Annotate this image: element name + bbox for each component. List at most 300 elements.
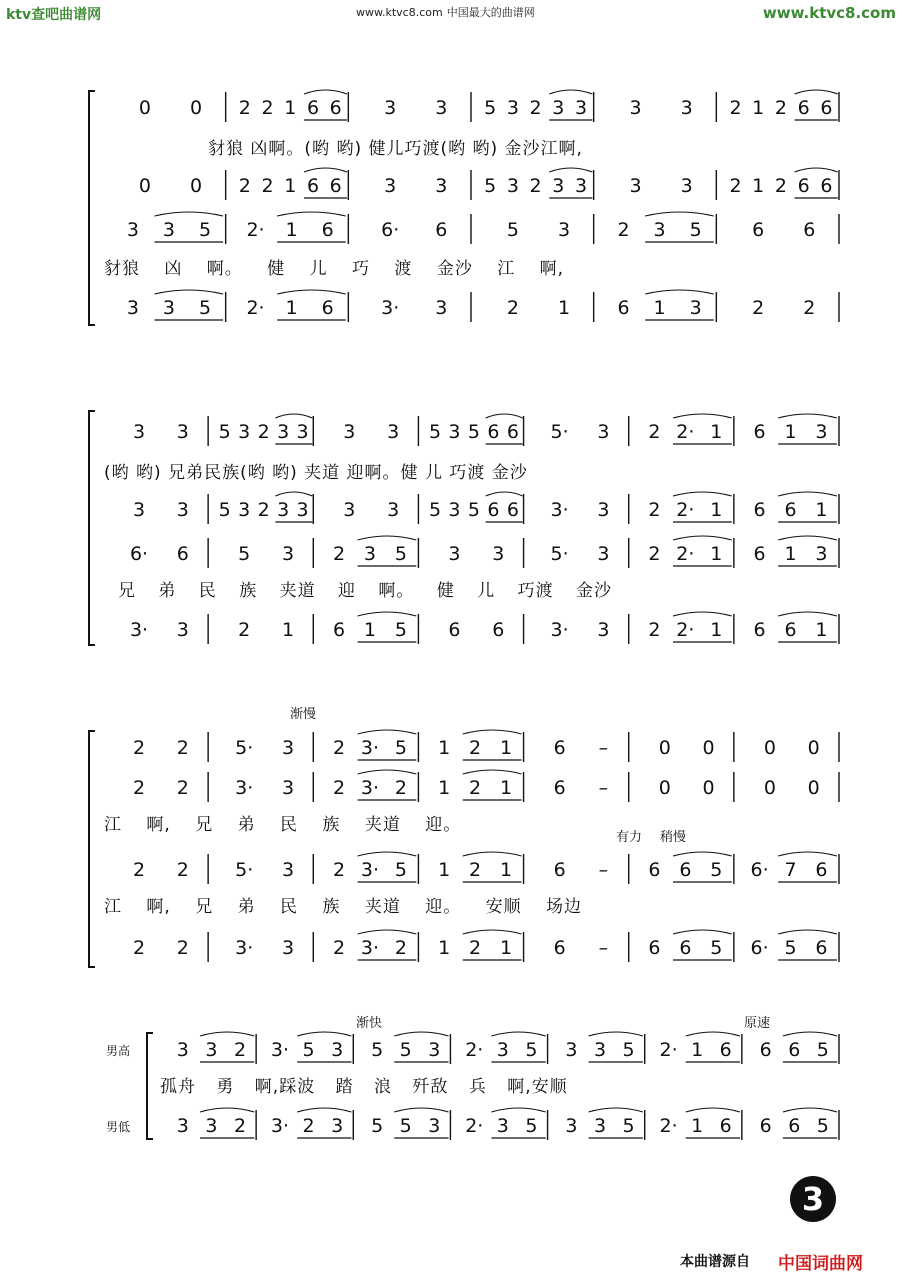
jianpu-note: 5 xyxy=(622,1115,635,1137)
slur-arc xyxy=(783,1108,837,1112)
jianpu-note: 3 xyxy=(133,499,146,521)
jianpu-note: 2 xyxy=(233,1115,247,1137)
jianpu-note: 3 xyxy=(680,97,693,119)
jianpu-note: 3 xyxy=(435,175,448,197)
jianpu-note: 6 xyxy=(797,97,810,119)
site-slogan: 中国最大的曲谱网 xyxy=(446,6,535,19)
jianpu-note: 3· xyxy=(360,859,380,881)
slur-arc xyxy=(783,1032,837,1036)
jianpu-note: 5 xyxy=(399,1115,412,1137)
jianpu-note: 5 xyxy=(371,1039,384,1061)
jianpu-note: 3 xyxy=(176,1039,189,1061)
system-2-staff-2 xyxy=(0,490,902,528)
slur-arc xyxy=(394,1108,448,1112)
jianpu-note: 2 xyxy=(648,543,661,565)
jianpu-note: 3 xyxy=(506,97,519,119)
jianpu-note: 3 xyxy=(428,1039,441,1061)
system-2-staff-1 xyxy=(0,412,902,450)
jianpu-note: 5 xyxy=(689,219,702,241)
jianpu-note: 2 xyxy=(133,737,146,759)
jianpu-note: 5 xyxy=(394,859,407,881)
jianpu-note: 5 xyxy=(710,937,723,959)
jianpu-note: 6· xyxy=(750,859,769,881)
jianpu-note: 3 xyxy=(435,97,448,119)
slur-arc xyxy=(645,212,714,216)
slur-arc xyxy=(549,90,592,94)
jianpu-note: 6 xyxy=(753,619,766,641)
jianpu-note: 2 xyxy=(133,859,146,881)
system-4-staff-1 xyxy=(0,1030,902,1068)
jianpu-note: 1 xyxy=(438,737,451,759)
slur-arc xyxy=(304,90,347,94)
jianpu-note: 3 xyxy=(162,297,175,319)
jianpu-note: 6· xyxy=(381,219,400,241)
jianpu-note: 5 xyxy=(394,543,407,565)
jianpu-note: – xyxy=(598,777,609,799)
jianpu-note: 2 xyxy=(257,421,270,443)
jianpu-note: 1 xyxy=(815,619,828,641)
jianpu-note: – xyxy=(598,859,609,881)
system-2-staff-3 xyxy=(0,534,902,572)
slur-arc xyxy=(673,414,732,418)
jianpu-note: 2 xyxy=(176,859,189,881)
jianpu-note: 3 xyxy=(815,543,828,565)
slur-arc xyxy=(673,852,732,856)
slur-arc xyxy=(491,1032,545,1036)
jianpu-note: 3 xyxy=(331,1115,344,1137)
system-3-staff-1 xyxy=(0,728,902,766)
jianpu-note: 3 xyxy=(496,1115,509,1137)
jianpu-note: 5 xyxy=(816,1039,829,1061)
jianpu-note: 2 xyxy=(332,543,346,565)
jianpu-note: 5 xyxy=(506,219,519,241)
jianpu-note: 2 xyxy=(774,97,787,119)
jianpu-note: 0 xyxy=(658,777,671,799)
jianpu-note: 3 xyxy=(176,619,189,641)
jianpu-note: 3 xyxy=(387,421,400,443)
jianpu-note: 0 xyxy=(702,737,715,759)
jianpu-note: 3 xyxy=(593,1115,607,1137)
jianpu-note: 6 xyxy=(553,859,566,881)
jianpu-note: 3 xyxy=(593,1039,607,1061)
jianpu-note: 5 xyxy=(484,175,497,197)
jianpu-note: 3 xyxy=(689,297,702,319)
jianpu-note: 3· xyxy=(270,1039,290,1061)
jianpu-note: 5 xyxy=(371,1115,384,1137)
slur-arc xyxy=(358,930,417,934)
jianpu-note: 3 xyxy=(552,175,565,197)
jianpu-note: 3 xyxy=(296,499,309,521)
jianpu-note: 6 xyxy=(820,97,833,119)
jianpu-note: 2 xyxy=(332,937,346,959)
jianpu-note: 1 xyxy=(499,937,513,959)
jianpu-note: 6 xyxy=(797,175,810,197)
jianpu-note: 2 xyxy=(332,737,346,759)
jianpu-note: – xyxy=(598,737,609,759)
jianpu-note: 1 xyxy=(653,297,666,319)
jianpu-note: 2 xyxy=(394,937,407,959)
jianpu-note: 5 xyxy=(622,1039,635,1061)
jianpu-note: 2 xyxy=(617,219,630,241)
jianpu-note: 6 xyxy=(815,859,828,881)
jianpu-note: 2 xyxy=(774,175,787,197)
jianpu-note: 5 xyxy=(784,937,797,959)
jianpu-note: 3 xyxy=(680,175,693,197)
slur-arc xyxy=(589,1108,643,1112)
jianpu-note: 3 xyxy=(331,1039,344,1061)
jianpu-note: 1 xyxy=(710,543,723,565)
slur-arc xyxy=(778,492,837,496)
jianpu-note: 3 xyxy=(428,1115,441,1137)
jianpu-note: 0 xyxy=(763,777,776,799)
jianpu-note: 1 xyxy=(691,1115,704,1137)
jianpu-note: 3 xyxy=(238,499,251,521)
jianpu-note: 1 xyxy=(710,421,723,443)
jianpu-note: 6 xyxy=(492,619,505,641)
system-1-staff-2 xyxy=(0,166,902,204)
tempo-mark-slightly-slow: 稍慢 xyxy=(660,830,687,845)
jianpu-note: 2 xyxy=(469,859,482,881)
jianpu-note: 0 xyxy=(189,175,203,197)
jianpu-note: 1 xyxy=(499,859,513,881)
jianpu-note: 6 xyxy=(759,1115,772,1137)
jianpu-note: 6 xyxy=(321,297,334,319)
jianpu-note: 5 xyxy=(525,1115,538,1137)
jianpu-note: 3 xyxy=(629,175,642,197)
jianpu-note: 2· xyxy=(246,219,265,241)
slur-arc xyxy=(358,612,417,616)
jianpu-note: 1 xyxy=(752,175,765,197)
jianpu-note: 1 xyxy=(691,1039,704,1061)
slur-arc xyxy=(358,770,417,774)
jianpu-note: 6 xyxy=(788,1039,801,1061)
jianpu-note: 1 xyxy=(285,219,298,241)
jianpu-note: 6 xyxy=(306,175,320,197)
slur-arc xyxy=(277,212,346,216)
jianpu-note: 6 xyxy=(306,97,320,119)
system-3-staff-3 xyxy=(0,850,902,888)
system-3-staff-2 xyxy=(0,768,902,806)
system-1-lyric-1: 豺狼 凶啊。(哟 哟) 健儿巧渡(哟 哟) 金沙江啊, xyxy=(208,139,583,159)
slur-arc xyxy=(673,930,732,934)
site-url-right[interactable]: www.ktvc8.com xyxy=(762,4,896,22)
jianpu-note: 6 xyxy=(487,421,500,443)
jianpu-note: 5 xyxy=(710,859,723,881)
jianpu-note: 2· xyxy=(676,543,695,565)
jianpu-note: 6 xyxy=(803,219,816,241)
slur-arc xyxy=(275,492,312,496)
jianpu-note: 6 xyxy=(506,499,519,521)
jianpu-note: 1 xyxy=(499,777,513,799)
jianpu-note: 0 xyxy=(138,175,151,197)
jianpu-note: 6 xyxy=(487,499,500,521)
jianpu-note: 6 xyxy=(719,1115,732,1137)
slur-arc xyxy=(778,852,837,856)
jianpu-note: 3 xyxy=(281,543,295,565)
jianpu-note: 3 xyxy=(343,421,356,443)
jianpu-note: 6 xyxy=(752,219,765,241)
slur-arc xyxy=(778,612,837,616)
jianpu-note: 3 xyxy=(597,543,610,565)
jianpu-note: 3 xyxy=(162,219,175,241)
jianpu-note: 6 xyxy=(788,1115,801,1137)
jianpu-note: 2 xyxy=(529,97,542,119)
jianpu-note: 3 xyxy=(126,219,139,241)
page-number-badge: 3 xyxy=(790,1176,836,1222)
jianpu-note: 1 xyxy=(363,619,376,641)
slur-arc xyxy=(486,492,523,496)
jianpu-note: 3 xyxy=(384,97,397,119)
jianpu-note: 3 xyxy=(281,859,295,881)
jianpu-note: 2 xyxy=(394,777,407,799)
slur-arc xyxy=(463,730,522,734)
jianpu-note: 6 xyxy=(753,499,766,521)
system-1-staff-3 xyxy=(0,210,902,248)
jianpu-note: 6 xyxy=(784,619,797,641)
jianpu-note: 6 xyxy=(448,619,461,641)
jianpu-note: 5 xyxy=(428,499,442,521)
slur-arc xyxy=(277,290,346,294)
slur-arc xyxy=(645,290,714,294)
slur-arc xyxy=(394,1032,448,1036)
jianpu-note: 2 xyxy=(176,777,189,799)
slur-arc xyxy=(486,414,523,418)
system-2-lyric-2: 兄 弟 民 族 夹道 迎 啊。 健 儿 巧渡 金沙 xyxy=(118,581,613,601)
footer-source-label: 本曲谱源自 xyxy=(680,1254,750,1270)
tempo-mark-speed-up: 渐快 xyxy=(356,1016,383,1031)
site-banner-center xyxy=(356,4,539,20)
jianpu-note: 2· xyxy=(659,1115,678,1137)
jianpu-note: 3 xyxy=(565,1039,578,1061)
slur-arc xyxy=(304,168,347,172)
jianpu-note: 5 xyxy=(218,421,231,443)
voice-label-tenor-high: 男高 xyxy=(106,1044,131,1058)
slur-arc xyxy=(673,492,732,496)
jianpu-note: 3· xyxy=(235,777,254,799)
jianpu-note: 6 xyxy=(553,777,566,799)
slur-arc xyxy=(200,1032,254,1036)
slur-arc xyxy=(795,168,838,172)
footer-source-site[interactable]: 中国词曲网 xyxy=(778,1254,863,1274)
jianpu-note: 2 xyxy=(752,297,765,319)
jianpu-note: 5 xyxy=(484,97,497,119)
jianpu-note: 1 xyxy=(710,499,723,521)
jianpu-note: 5 xyxy=(394,619,407,641)
jianpu-note: 1 xyxy=(281,619,295,641)
jianpu-note: 6 xyxy=(679,859,692,881)
jianpu-note: 3 xyxy=(281,737,295,759)
jianpu-note: 1 xyxy=(815,499,828,521)
jianpu-note: 3 xyxy=(343,499,356,521)
jianpu-note: 3 xyxy=(597,499,610,521)
slur-arc xyxy=(795,90,838,94)
system-3-lyric-2: 江 啊, 兄 弟 民 族 夹道 迎。 安顺 场边 xyxy=(104,897,583,917)
jianpu-note: 0 xyxy=(189,97,203,119)
jianpu-note: 3 xyxy=(496,1039,509,1061)
jianpu-note: 6 xyxy=(815,937,828,959)
jianpu-note: 3 xyxy=(281,937,295,959)
jianpu-note: 2 xyxy=(803,297,816,319)
slur-arc xyxy=(155,212,224,216)
jianpu-note: 6 xyxy=(176,543,189,565)
jianpu-note: 3 xyxy=(435,297,448,319)
jianpu-note: 2 xyxy=(469,737,482,759)
jianpu-note: 5 xyxy=(198,219,212,241)
jianpu-note: 5 xyxy=(394,737,407,759)
jianpu-note: 2· xyxy=(676,619,695,641)
jianpu-note: 1 xyxy=(285,297,298,319)
jianpu-note: 2· xyxy=(659,1039,678,1061)
jianpu-note: 2 xyxy=(133,777,146,799)
jianpu-note: 3 xyxy=(448,421,461,443)
jianpu-note: 3 xyxy=(176,421,189,443)
jianpu-note: 2 xyxy=(233,1039,247,1061)
jianpu-note: 2 xyxy=(176,737,189,759)
slur-arc xyxy=(463,930,522,934)
system-2-lyric-1: (哟 哟) 兄弟民族(哟 哟) 夹道 迎啊。健 儿 巧渡 金沙 xyxy=(104,463,528,483)
jianpu-note: 1 xyxy=(284,175,297,197)
slur-arc xyxy=(491,1108,545,1112)
site-logo-left[interactable]: ktv查吧曲谱网 xyxy=(6,7,102,23)
jianpu-note: 3 xyxy=(565,1115,578,1137)
jianpu-note: 3 xyxy=(296,421,309,443)
jianpu-note: 0 xyxy=(763,737,776,759)
jianpu-note: 3 xyxy=(126,297,139,319)
jianpu-note: 2 xyxy=(332,777,346,799)
jianpu-note: 3 xyxy=(448,543,461,565)
slur-arc xyxy=(673,536,732,540)
jianpu-note: 5 xyxy=(816,1115,829,1137)
jianpu-note: 2 xyxy=(261,175,274,197)
jianpu-note: 6 xyxy=(784,499,797,521)
jianpu-note: 2· xyxy=(676,499,695,521)
jianpu-note: 6 xyxy=(321,219,334,241)
system-1-staff-1 xyxy=(0,88,902,126)
jianpu-note: 3 xyxy=(281,777,295,799)
slur-arc xyxy=(686,1032,740,1036)
slur-arc xyxy=(200,1108,254,1112)
jianpu-note: – xyxy=(598,937,609,959)
jianpu-note: 5 xyxy=(467,421,480,443)
jianpu-note: 3 xyxy=(176,499,189,521)
jianpu-note: 3 xyxy=(176,1115,189,1137)
jianpu-note: 0 xyxy=(658,737,671,759)
slur-arc xyxy=(778,930,837,934)
system-2-staff-4 xyxy=(0,610,902,648)
jianpu-note: 3 xyxy=(363,543,376,565)
jianpu-note: 3 xyxy=(574,97,588,119)
slur-arc xyxy=(358,536,417,540)
jianpu-note: 0 xyxy=(702,777,715,799)
system-3-lyric-1: 江 啊, 兄 弟 民 族 夹道 迎。 xyxy=(104,815,462,835)
jianpu-note: 5 xyxy=(218,499,231,521)
jianpu-note: 6 xyxy=(506,421,519,443)
jianpu-note: 2 xyxy=(332,859,346,881)
slur-arc xyxy=(275,414,312,418)
slur-arc xyxy=(549,168,592,172)
jianpu-note: 1 xyxy=(438,859,451,881)
jianpu-note: 3 xyxy=(384,175,397,197)
slur-arc xyxy=(686,1108,740,1112)
jianpu-note: 3· xyxy=(360,737,380,759)
jianpu-note: 3 xyxy=(552,97,565,119)
slur-arc xyxy=(778,414,837,418)
jianpu-note: 6 xyxy=(553,937,566,959)
jianpu-note: 2 xyxy=(176,937,189,959)
jianpu-note: 6 xyxy=(759,1039,772,1061)
jianpu-note: 6 xyxy=(435,219,448,241)
jianpu-note: 2 xyxy=(729,97,742,119)
jianpu-note: 1 xyxy=(499,737,513,759)
jianpu-note: 2 xyxy=(261,97,274,119)
jianpu-note: 6 xyxy=(679,937,692,959)
jianpu-note: 5 xyxy=(428,421,442,443)
system-4-staff-2 xyxy=(0,1106,902,1144)
jianpu-note: 3· xyxy=(381,297,400,319)
slur-arc xyxy=(155,290,224,294)
jianpu-note: 6 xyxy=(753,421,766,443)
system-4-lyric-1: 孤舟 勇 啊,踩波 踏 浪 歼敌 兵 啊,安顺 xyxy=(160,1077,568,1097)
jianpu-note: 3 xyxy=(557,219,571,241)
jianpu-note: 5 xyxy=(525,1039,538,1061)
jianpu-note: 5· xyxy=(235,859,254,881)
jianpu-note: 6 xyxy=(648,859,661,881)
jianpu-note: 2 xyxy=(648,619,661,641)
jianpu-note: 2 xyxy=(302,1115,315,1137)
jianpu-note: 3 xyxy=(597,421,610,443)
jianpu-note: 3 xyxy=(574,175,588,197)
jianpu-note: 3· xyxy=(129,619,149,641)
jianpu-note: 6 xyxy=(820,175,833,197)
slur-arc xyxy=(463,852,522,856)
jianpu-note: 2 xyxy=(648,499,661,521)
jianpu-note: 1 xyxy=(752,97,765,119)
jianpu-note: 0 xyxy=(807,737,820,759)
jianpu-note: 2 xyxy=(257,499,270,521)
jianpu-note: 2 xyxy=(469,937,482,959)
jianpu-note: 2· xyxy=(246,297,265,319)
jianpu-note: 3 xyxy=(815,421,828,443)
jianpu-note: 3· xyxy=(270,1115,290,1137)
slur-arc xyxy=(463,770,522,774)
jianpu-note: 5· xyxy=(550,543,569,565)
jianpu-note: 3 xyxy=(597,619,610,641)
voice-label-tenor-low: 男低 xyxy=(106,1120,131,1134)
jianpu-note: 3 xyxy=(653,219,666,241)
jianpu-note: 6 xyxy=(553,737,566,759)
jianpu-note: 1 xyxy=(784,421,797,443)
jianpu-note: 6 xyxy=(329,97,342,119)
jianpu-note: 2 xyxy=(469,777,482,799)
jianpu-note: 3 xyxy=(205,1115,218,1137)
jianpu-note: 3 xyxy=(133,421,146,443)
jianpu-note: 3 xyxy=(492,543,505,565)
jianpu-note: 2 xyxy=(729,175,742,197)
jianpu-note: 5 xyxy=(238,543,251,565)
jianpu-note: 3 xyxy=(277,421,290,443)
system-1-lyric-2: 豺狼 凶 啊。 健 儿 巧 渡 金沙 江 啊, xyxy=(104,259,565,279)
jianpu-note: 6 xyxy=(753,543,766,565)
jianpu-note: 2· xyxy=(465,1115,484,1137)
site-url-center[interactable]: www.ktvc8.com xyxy=(356,6,443,19)
jianpu-note: 0 xyxy=(807,777,820,799)
jianpu-note: 6· xyxy=(129,543,149,565)
system-3-staff-4 xyxy=(0,928,902,966)
jianpu-note: 7 xyxy=(784,859,797,881)
jianpu-note: 3 xyxy=(506,175,519,197)
slur-arc xyxy=(358,852,417,856)
jianpu-note: 5 xyxy=(467,499,480,521)
